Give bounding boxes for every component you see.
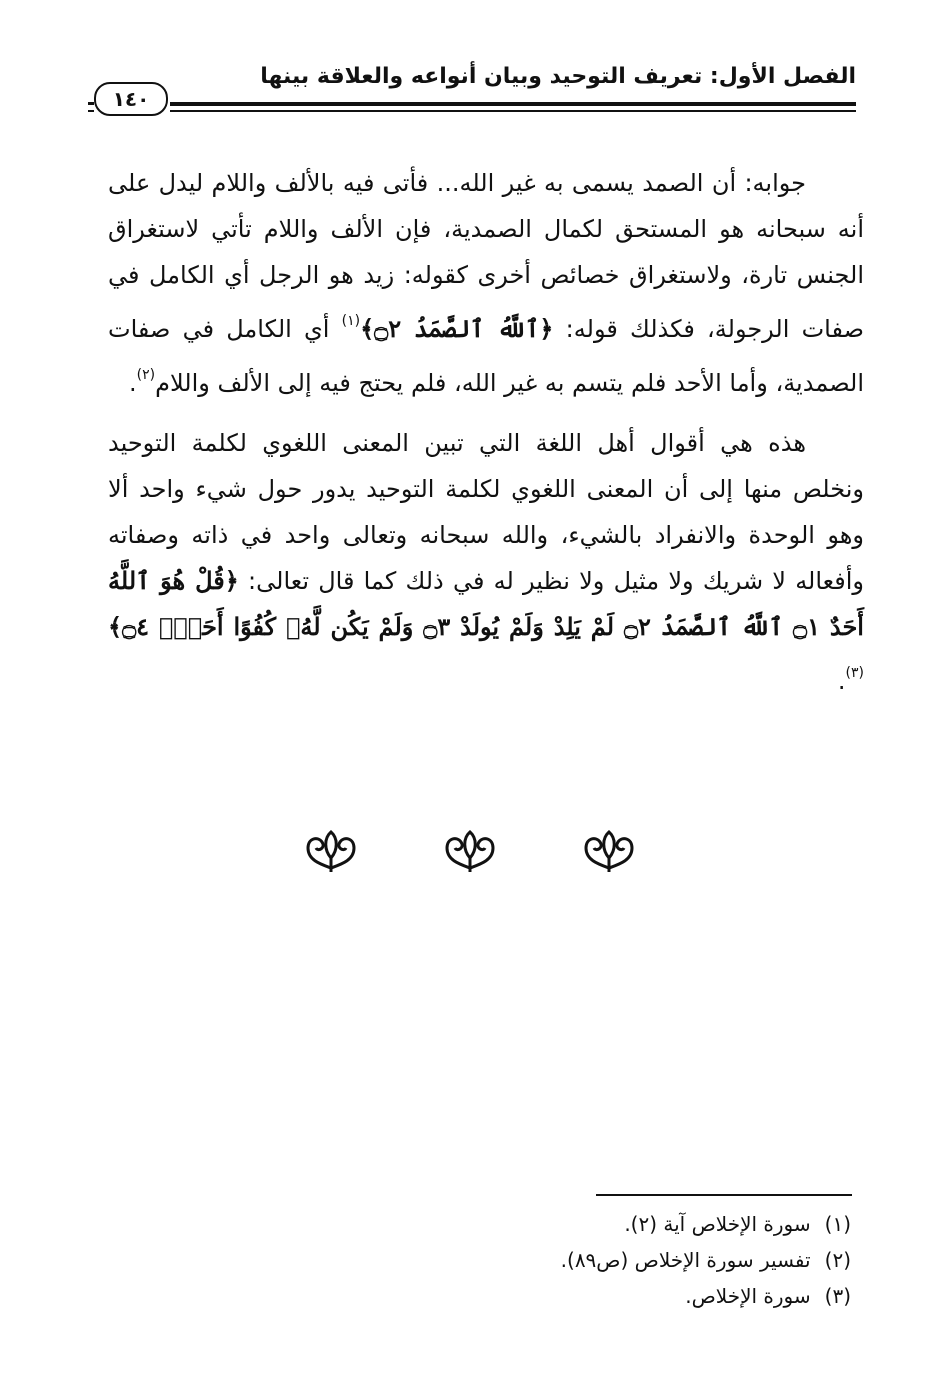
footnote-number: (١) [824,1212,851,1236]
footnote-ref[interactable]: (٢) [136,367,156,383]
body-text [108,160,864,718]
footnote-item [431,1278,851,1314]
chapter-title: الفصل الأول: تعريف التوحيد وبيان أنواعه والعلاقة بينها [260,64,856,89]
ornament-icon [578,824,640,876]
footnote-item [431,1206,851,1242]
footnote-text: تفسير سورة الإخلاص (ص٨٩). [560,1248,811,1272]
header-rule-thick [170,102,856,106]
section-divider [300,820,640,880]
ornament-icon [300,824,362,876]
footnote-ref[interactable]: (٣) [845,665,864,681]
footnote-item [431,1242,851,1278]
paragraph-text: هذه هي أقوال أهل اللغة التي تبين المعنى اللغوي لكلمة التوحيد ونخلص منها إلى أن المعنى اللغوي لكلمة التوحيد يدور حول شيء واحد ألا وهو الوحدة والانفراد بالشيء، والله سبحانه وتعالى واحد في ذاته وصفاته وأفعاله لا شريك ولا مثيل ولا نظير له في ذلك كما قال تعالى: [108,429,864,595]
header-rule-thin [170,110,856,112]
page-number: ١٤٠ [94,82,168,116]
ornament-icon [439,824,501,876]
header-rule-left-thin [88,110,94,112]
quran-verse: ﴿ٱللَّهُ ٱلصَّمَدُ ۝٢﴾ [360,314,554,343]
paragraph [108,420,864,704]
footnote-text: سورة الإخلاص آية (٢). [624,1212,811,1236]
footnote-text: سورة الإخلاص. [685,1284,811,1308]
quran-verse: ﴿قُلْ هُوَ ٱللَّهُ أَحَدٌ ۝١ ٱللَّهُ ٱلصَّمَدُ ۝٢ لَمْ يَلِدْ وَلَمْ يُولَدْ ۝٣ وَلَمْ يَكُن لَّهُۥ كُفُوًا أَحَدٌۢ ۝٤﴾ [108,566,864,641]
paragraph-text: . [129,369,137,397]
footnote-ref[interactable]: (١) [341,313,361,329]
page-header [88,50,856,130]
paragraph [108,160,864,406]
paragraph-text: أي الكامل في صفات الصمدية، وأما الأحد فلم يتسم به غير الله، فلم يحتج فيه إلى الألف واللام [108,315,864,397]
header-rule-left [88,102,94,105]
paragraph-text: . [837,667,846,695]
footnote-number: (٣) [824,1284,851,1308]
footnotes [431,1206,851,1314]
footnote-number: (٢) [824,1248,851,1272]
footnote-separator [596,1194,852,1196]
paragraph-text: جوابه: أن الصمد يسمى به غير الله... فأتى فيه بالألف واللام ليدل على أنه سبحانه هو المستحق لكمال الصمدية، فإن الألف واللام تأتي لاستغراق الجنس تارة، ولاستغراق خصائص أخرى كقوله: زيد هو الرجل أي الكامل في صفات الرجولة، فكذلك قوله: [108,169,865,343]
